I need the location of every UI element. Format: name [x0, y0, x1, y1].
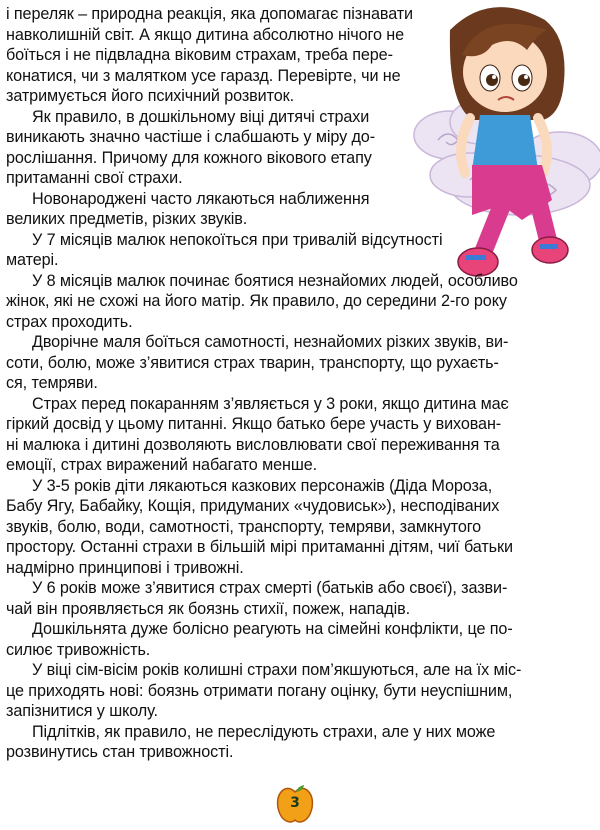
text-line: гіркий досвід у цьому питанні. Якщо батько бере участь у вихован-	[6, 415, 502, 433]
text-line: Як правило, в дошкільному віці дитячі страхи	[32, 107, 370, 126]
paragraph	[6, 722, 594, 763]
paragraph	[6, 476, 594, 579]
paragraph	[6, 578, 594, 619]
text-line: У 8 місяців малюк починає боятися незнайомих людей, особливо	[32, 271, 518, 290]
text-line: рослішання. Причому для кожного вікового етапу	[6, 148, 372, 167]
text-line: боїться і не підвладна віковим страхам, треба пере-	[6, 46, 393, 64]
text-line: простору. Останні страхи в більшій мірі притаманні дітям, чиї батьки	[6, 538, 513, 556]
paragraph	[6, 107, 594, 189]
text-line: соти, болю, може з’явитися страх тварин, транспорту, що рухаєть-	[6, 353, 499, 372]
text-line: силює тривожність.	[6, 640, 151, 659]
body-text	[6, 4, 594, 763]
text-line: запізнитися у школу.	[6, 702, 158, 720]
text-line: і переляк – природна реакція, яка допомагає пізнавати	[6, 5, 413, 23]
text-line: великих предметів, різких звуків.	[6, 210, 248, 228]
paragraph	[6, 660, 594, 722]
paragraph	[6, 332, 594, 394]
text-line: розвинутись стан тривожності.	[6, 743, 234, 761]
paragraph	[6, 230, 594, 271]
text-line: притаманні свої страхи.	[6, 169, 183, 187]
text-line: Новонароджені часто лякаються наближення	[32, 189, 370, 208]
text-line: У 3-5 років діти лякаються казкових персонажів (Діда Мороза,	[32, 476, 493, 495]
text-line: ні малюка і дитині дозволяють висловлювати свої переживання та	[6, 435, 500, 454]
text-line: виникають значно частіше і слабшають у міру до-	[6, 128, 375, 146]
text-line: затримується його психічний розвиток.	[6, 87, 295, 105]
paragraph	[6, 394, 594, 476]
text-line: це приходять нові: боязнь отримати погану оцінку, бути неуспішним,	[6, 681, 513, 700]
text-line: емоції, страх виражений набагато менше.	[6, 456, 318, 474]
page-number: 3	[290, 795, 300, 811]
text-line: Бабу Ягу, Бабайку, Кощія, придуманих «чудовиськ»), несподіваних	[6, 497, 500, 515]
text-line: Дошкільнята дуже болісно реагують на сімейні конфлікти, це по-	[32, 620, 513, 638]
text-line: конатися, чи з малятком усе гаразд. Перевірте, чи не	[6, 66, 401, 85]
text-line: матері.	[6, 251, 59, 269]
paragraph	[6, 4, 594, 107]
text-line: Страх перед покаранням з’являється у 3 роки, якщо дитина має	[32, 394, 509, 413]
text-line: У 7 місяців малюк непокоїться при тривалій відсутності	[32, 230, 443, 249]
paragraph	[6, 619, 594, 660]
text-line: У віці сім-вісім років колишні страхи пом’якшуються, але на їх міс-	[32, 661, 522, 679]
text-line: звуків, болю, води, самотності, транспорту, темряви, замкнутого	[6, 517, 482, 536]
text-line: чай він проявляється як боязнь стихії, пожеж, нападів.	[6, 599, 410, 618]
paragraph	[6, 271, 594, 333]
text-line: жінок, які не схожі на його матір. Як правило, до середини 2-го року	[6, 292, 507, 310]
text-line: Підлітків, як правило, не переслідують страхи, але у них може	[32, 722, 496, 741]
text-line: навколишній світ. А якщо дитина абсолютно нічого не	[6, 25, 405, 44]
paragraph	[6, 189, 594, 230]
text-line: У 6 років може з’явитися страх смерті (батьків або своєї), зазви-	[32, 579, 508, 597]
text-line: ся, темряви.	[6, 374, 98, 392]
text-line: страх проходить.	[6, 312, 133, 331]
text-line: надмірно принципові і тривожні.	[6, 558, 244, 577]
text-line: Дворічне маля боїться самотності, незнайомих різких звуків, ви-	[32, 333, 509, 351]
page-number-badge	[274, 783, 316, 825]
